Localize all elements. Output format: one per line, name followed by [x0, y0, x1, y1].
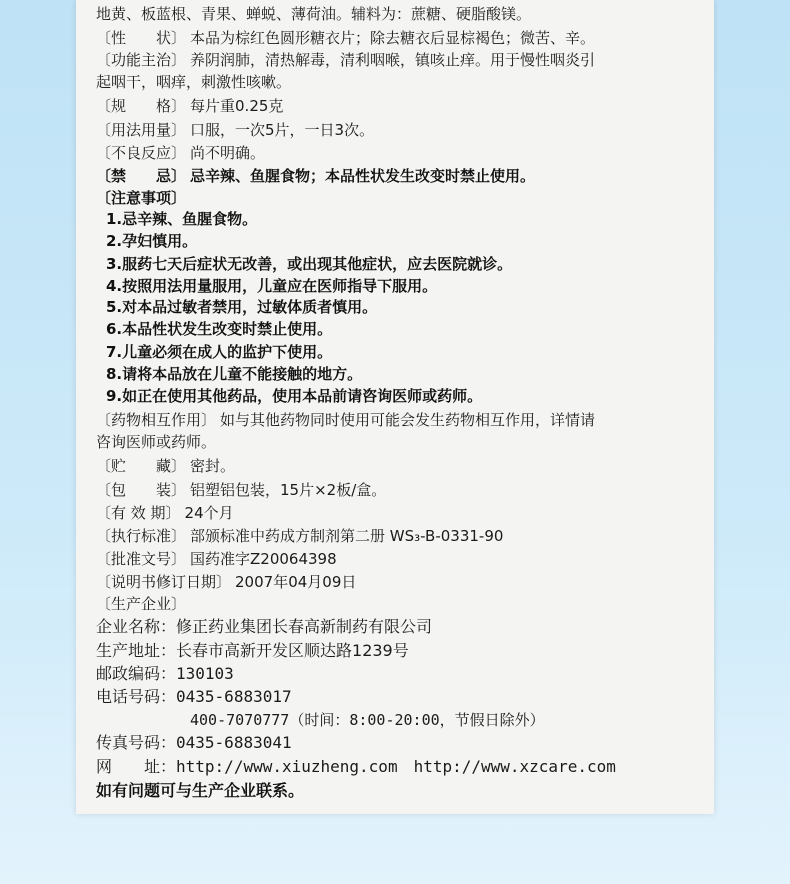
- contraindication-text: 忌辛辣、鱼腥食物；本品性状发生改变时禁止使用。: [190, 167, 536, 185]
- ingredients-continued: 地黄、板蓝根、青果、蝉蜕、薄荷油。辅料为：蔗糖、硬脂酸镁。: [96, 5, 532, 23]
- precaution-item: 3.服药七天后症状无改善，或出现其他症状，应去医院就诊。: [106, 255, 513, 273]
- character-text: 本品为棕红色圆形糖衣片；除去糖衣后显棕褐色；微苦、辛。: [190, 29, 596, 47]
- approval-text: 国药准字Z20064398: [190, 550, 337, 568]
- standard-label: 〔执行标准〕: [96, 527, 187, 545]
- validity-text: 24个月: [184, 504, 234, 522]
- spec-section: [96, 96, 283, 116]
- website-label: 网 址：: [96, 757, 177, 776]
- indication-text: 养阴润肺，清热解毒，清利咽喉，镇咳止痒。用于慢性咽炎引: [190, 51, 596, 69]
- phone-value-2: 400-7070777（时间：8:00-20:00，节假日除外）: [190, 711, 545, 729]
- contraindication-label: 〔禁 忌〕: [96, 167, 187, 185]
- revision-text: 2007年04月09日: [235, 573, 357, 591]
- character-label: 〔性 状〕: [96, 29, 187, 47]
- phone-label: 电话号码：: [96, 687, 177, 706]
- package-label: 〔包 装〕: [96, 481, 187, 499]
- precaution-item: 1.忌辛辣、鱼腥食物。: [106, 210, 258, 228]
- indication-label: 〔功能主治〕: [96, 51, 187, 69]
- postcode-label: 邮政编码：: [96, 664, 177, 683]
- standard-text: 部颁标准中药成方制剂第二册 WS₃-B-0331-90: [190, 527, 504, 545]
- manufacturer-address-row: [96, 641, 409, 661]
- validity-label: 〔有 效 期〕: [96, 504, 181, 522]
- manufacturer-label: 〔生产企业〕: [96, 595, 187, 613]
- precaution-item: 6.本品性状发生改变时禁止使用。: [106, 320, 333, 338]
- standard-section: [96, 526, 503, 546]
- package-section: [96, 480, 386, 500]
- spec-text: 每片重0.25克: [190, 97, 284, 115]
- adverse-label: 〔不良反应〕: [96, 144, 187, 162]
- phone-value: 0435-6883017: [176, 687, 292, 706]
- approval-section: [96, 549, 337, 569]
- usage-section: [96, 120, 374, 140]
- manufacturer-name: 修正药业集团长春高新制药有限公司: [176, 617, 433, 636]
- character-section: [96, 28, 595, 48]
- package-text: 铝塑铝包装，15片×2板/盒。: [190, 481, 387, 499]
- interaction-label: 〔药物相互作用〕: [96, 411, 217, 429]
- revision-label: 〔说明书修订日期〕: [96, 573, 232, 591]
- precaution-item: 5.对本品过敏者禁用，过敏体质者慎用。: [106, 298, 378, 316]
- manufacturer-name-row: [96, 617, 432, 637]
- storage-label: 〔贮 藏〕: [96, 457, 187, 475]
- indication-text-cont: 起咽干，咽痒，刺激性咳嗽。: [96, 73, 292, 91]
- phone-row: [96, 687, 292, 707]
- precautions-label: 〔注意事项〕: [96, 189, 187, 207]
- interaction-text-cont: 咨询医师或药师。: [96, 433, 217, 451]
- spec-label: 〔规 格〕: [96, 97, 187, 115]
- precaution-item: 4.按照用法用量服用，儿童应在医师指导下服用。: [106, 277, 438, 295]
- fax-row: [96, 733, 292, 753]
- validity-section: [96, 503, 234, 523]
- precaution-item: 9.如正在使用其他药品，使用本品前请咨询医师或药师。: [106, 387, 483, 405]
- storage-section: [96, 456, 235, 476]
- postcode-row: [96, 664, 234, 684]
- contact-footer: 如有问题可与生产企业联系。: [96, 781, 305, 800]
- contraindication-section: [96, 166, 535, 186]
- storage-text: 密封。: [190, 457, 236, 475]
- precaution-item: 8.请将本品放在儿童不能接触的地方。: [106, 365, 363, 383]
- manufacturer-name-label: 企业名称：: [96, 617, 177, 636]
- fax-label: 传真号码：: [96, 733, 177, 752]
- precaution-item: 7.儿童必须在成人的监护下使用。: [106, 343, 333, 361]
- website-links: http://www.xiuzheng.com http://www.xzcare.com: [176, 757, 616, 776]
- postcode-value: 130103: [176, 664, 234, 683]
- interaction-text: 如与其他药物同时使用可能会发生药物相互作用，详情请: [220, 411, 596, 429]
- usage-label: 〔用法用量〕: [96, 121, 187, 139]
- indication-section: [96, 50, 595, 70]
- adverse-section: [96, 143, 265, 163]
- adverse-text: 尚不明确。: [190, 144, 266, 162]
- revision-section: [96, 572, 356, 592]
- website-row: [96, 757, 616, 777]
- manufacturer-address: 长春市高新开发区顺达路1239号: [176, 641, 409, 660]
- precaution-item: 2.孕妇慎用。: [106, 232, 198, 250]
- interaction-section: [96, 410, 595, 430]
- fax-value: 0435-6883041: [176, 733, 292, 752]
- usage-text: 口服，一次5片，一日3次。: [190, 121, 375, 139]
- manufacturer-address-label: 生产地址：: [96, 641, 177, 660]
- approval-label: 〔批准文号〕: [96, 550, 187, 568]
